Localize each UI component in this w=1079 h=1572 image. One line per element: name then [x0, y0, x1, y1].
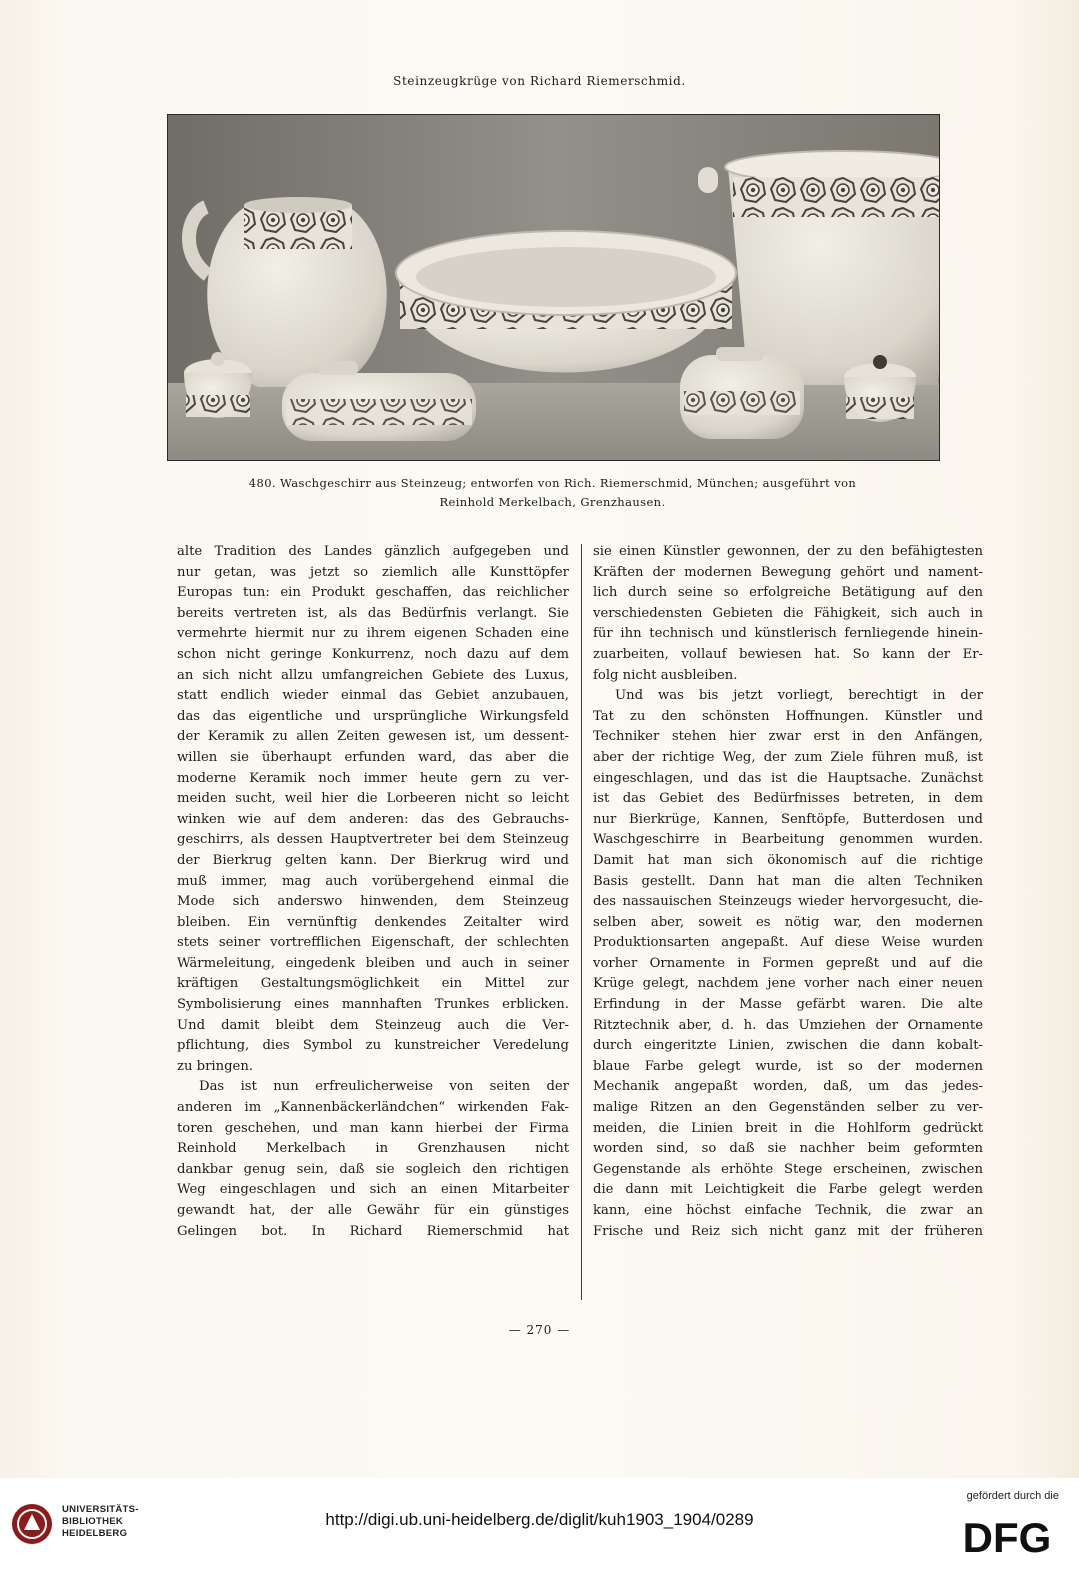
text-line: Gelingen bot. In Richard Riemerschmid hat — [177, 1223, 569, 1239]
text-line: selben aber, soweit es nötig war, den modernen — [593, 914, 983, 930]
funding-note: gefördert durch die — [966, 1490, 1059, 1502]
figure-caption-continued: Reinhold Merkelbach, Grenzhausen. — [439, 495, 666, 509]
digitization-footer — [0, 1478, 1079, 1572]
text-line: Das ist nun erfreulicherweise von seiten der — [199, 1079, 569, 1095]
text-line: kräftigen Gestaltungsmöglichkeit ein Mittel zur — [177, 976, 569, 992]
text-line: geschirrs, als dessen Hauptvertreter bei dem Steinzeug — [177, 832, 569, 848]
text-line: lich durch seine so erfolgreiche Betätigung auf den — [593, 585, 983, 601]
text-line: Krüge gelegt, nachdem jene vorher nach einer neuen — [593, 976, 983, 992]
text-line: ist das Gebiet des Bedürfnisses betreten, in dem — [593, 791, 983, 807]
page-number: — 270 — — [508, 1323, 571, 1337]
text-line: Techniker stehen hier zwar erst in den Anfängen, — [593, 729, 983, 745]
text-line: Frische und Reiz sich nicht ganz mit der früheren — [593, 1223, 983, 1239]
library-name-line: BIBLIOTHEK — [62, 1516, 124, 1527]
text-line: stets seiner vortrefflichen Eigenschaft, der schlechten — [177, 935, 569, 951]
text-line: Erfindung in der Masse gefärbt waren. Die alte — [593, 997, 983, 1013]
text-line: zu bringen. — [177, 1058, 254, 1074]
text-line: bereits vertreten ist, als das Bedürfnis verlangt. Sie — [177, 605, 569, 621]
text-line: meiden sucht, weil hier die Lorbeeren nicht so leicht — [177, 791, 569, 807]
text-line: Wärmeleitung, eingedenk bleiben und auch in seiner — [177, 955, 569, 971]
running-head: Steinzeugkrüge von Richard Riemerschmid. — [393, 74, 686, 88]
library-name-line: HEIDELBERG — [62, 1528, 128, 1539]
text-line: worden sind, so daß sie nachher beim geformten — [593, 1141, 983, 1157]
text-line: toren geschehen, und man kann hierbei der Firma — [177, 1120, 569, 1136]
text-line: das das eigentliche und ursprüngliche Wirkungsfeld — [177, 708, 569, 724]
library-name-line: UNIVERSITÄTS- — [62, 1504, 139, 1515]
text-line: bleiben. Ein vernünftig denkendes Zeitalter wird — [177, 914, 569, 930]
text-line: Mode sich anderswo hinwenden, dem Steinzeug — [177, 894, 569, 910]
text-line: folg nicht ausbleiben. — [593, 667, 738, 683]
text-line: verschiedensten Gebieten die Fähigkeit, sich auch in — [593, 605, 983, 621]
text-line: Und was bis jetzt vorliegt, berechtigt in der — [615, 688, 983, 704]
text-line: der Bierkrug gelten kann. Der Bierkrug wird und — [177, 852, 569, 868]
text-line: Waschgeschirre in Bearbeitung genommen wurden. — [593, 832, 983, 848]
text-line: Damit hat man sich ökonomisch auf die richtige — [593, 852, 983, 868]
column-divider — [581, 544, 582, 1300]
text-line: Tat zu den schönsten Hoffnungen. Künstler und — [593, 708, 983, 724]
text-line: gewandt hat, der alle Gewähr für ein günstiges — [177, 1203, 569, 1218]
text-line: dankbar genug sein, daß sie sogleich den richtigen — [177, 1161, 569, 1177]
text-line: vorher Ornamente in Formen gepreßt und auf die — [593, 955, 983, 971]
figure-photo — [167, 114, 940, 461]
text-line: alte Tradition des Landes gänzlich aufgegeben und — [177, 544, 569, 559]
text-line: malige Ritzen an den Gegenständen selber zu ver- — [593, 1100, 983, 1116]
text-line: meiden, die Linien breit in die Hohlform gedrückt — [593, 1120, 983, 1136]
text-line: eingeschlagen, und das ist die Hauptsache. Zunächst — [593, 770, 983, 786]
text-line: Basis gestellt. Dann hat man die alten Techniken — [593, 873, 983, 889]
text-line: moderne Keramik noch immer heute gern zu ver- — [177, 770, 569, 786]
text-line: Und damit bleibt dem Steinzeug auch die Ver- — [177, 1017, 569, 1033]
text-line: der Keramik zu allen Zeiten gewesen ist, um dessent- — [177, 729, 569, 745]
text-line: für ihn technisch und künstlerisch fernliegende hinein- — [593, 626, 983, 642]
text-line: Ritztechnik aber, d. h. das Umziehen der Ornamente — [593, 1017, 983, 1033]
text-line: durch eingeritzte Linien, zwischen die dann kobalt- — [593, 1038, 983, 1054]
text-line: zuarbeiten, vollauf bewiesen hat. So kann der Er- — [593, 646, 983, 662]
text-line: vermehrte hiermit nur zu ihrem eigenen Schaden eine — [177, 626, 569, 642]
source-url-link[interactable]: http://digi.ub.uni-heidelberg.de/diglit/kuh1903_1904/0289 — [325, 1510, 754, 1529]
text-line: anderen im „Kannenbäckerländchen“ wirkenden Fak- — [177, 1100, 569, 1116]
text-line: nur Bierkrüge, Kannen, Senftöpfe, Butterdosen und — [593, 811, 983, 827]
text-line: Gegenstande als erhöhte Stege erscheinen, zwischen — [593, 1161, 983, 1177]
text-line: nur getan, was jetzt so ziemlich alle Kunsttöpfer — [177, 564, 569, 580]
text-line: Produktionsarten angepaßt. Auf diese Weise wurden — [593, 935, 983, 951]
stoneware-washset-photo-icon — [168, 115, 939, 460]
text-line: blaue Farbe gelegt wurde, ist so der modernen — [593, 1058, 983, 1074]
text-line: die dann mit Leichtigkeit die Farbe gelegt werden — [593, 1182, 983, 1198]
text-line: an sich nicht allzu umfangreichen Gebiete des Luxus, — [177, 667, 569, 683]
text-line: winken wie auf dem anderen: das des Gebrauchs- — [177, 811, 569, 827]
text-column-left — [177, 542, 569, 1242]
text-line: Mechanik angepaßt worden, daß, um das jedes- — [593, 1079, 983, 1095]
text-column-right — [593, 542, 983, 1242]
text-line: Europas tun: ein Produkt geschaffen, das reichlicher — [177, 585, 569, 601]
text-line: Reinhold Merkelbach in Grenzhausen nicht — [177, 1141, 569, 1157]
text-line: willen sie überhaupt erfunden ward, das aber die — [177, 749, 569, 765]
text-line: kann, eine höchst einfache Technik, die zwar an — [593, 1203, 983, 1218]
text-line: sie einen Künstler gewonnen, der zu den befähigtesten — [593, 544, 983, 559]
text-line: schon nicht geringe Konkurrenz, noch dazu auf dem — [177, 646, 569, 662]
text-line: pflichtung, dies Symbol zu kunstreicher Veredelung — [177, 1038, 569, 1054]
text-line: Symbolisierung eines mannhaften Trunkes erblicken. — [177, 997, 569, 1013]
text-line: aber der richtige Weg, der zum Ziele führen muß, ist — [593, 749, 983, 765]
text-line: muß immer, mag auch vorübergehend einmal die — [177, 873, 569, 889]
dfg-logo-icon — [955, 1514, 1059, 1558]
text-line: des nassauischen Steinzeugs wieder hervorgesucht, die- — [593, 894, 983, 910]
text-line: Kräften der modernen Bewegung gehört und nament- — [593, 564, 983, 580]
figure-caption: 480. Waschgeschirr aus Steinzeug; entworfen von Rich. Riemerschmid, München; ausgeführt von — [248, 476, 857, 490]
text-line: Weg eingeschlagen und sich an einen Mitarbeiter — [177, 1182, 569, 1198]
text-line: statt endlich wieder einmal das Gebiet anzubauen, — [177, 688, 569, 704]
dfg-logo-text: DFG — [962, 1514, 1052, 1558]
